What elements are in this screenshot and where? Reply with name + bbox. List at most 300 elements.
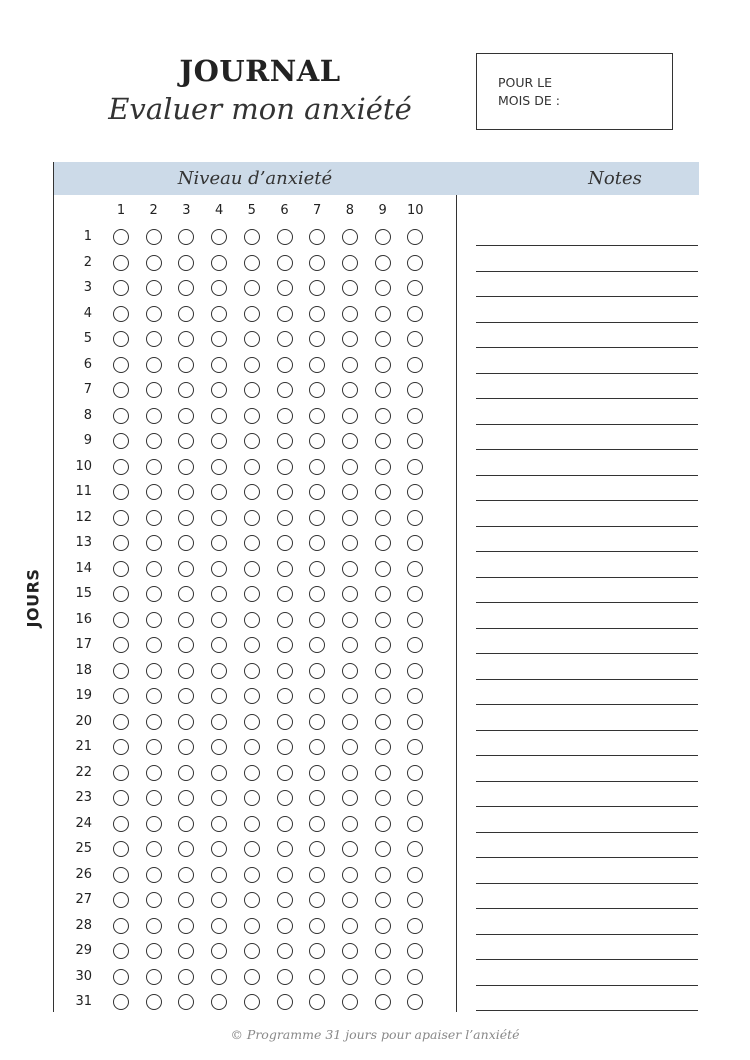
rating-circle[interactable] [309,382,325,398]
rating-circle[interactable] [178,408,194,424]
rating-circle[interactable] [113,357,129,373]
rating-circle[interactable] [146,994,162,1010]
note-line[interactable] [476,449,698,450]
rating-circle[interactable] [113,382,129,398]
rating-circle[interactable] [277,663,293,679]
rating-circle[interactable] [113,306,129,322]
rating-circle[interactable] [244,331,260,347]
rating-circle[interactable] [178,510,194,526]
rating-circle[interactable] [113,841,129,857]
rating-circle[interactable] [211,943,227,959]
month-box[interactable] [476,53,673,130]
rating-circle[interactable] [342,892,358,908]
rating-circle[interactable] [342,408,358,424]
rating-circle[interactable] [146,714,162,730]
rating-circle[interactable] [342,663,358,679]
rating-circle[interactable] [407,382,423,398]
note-line[interactable] [476,577,698,578]
rating-circle[interactable] [342,331,358,347]
rating-circle[interactable] [146,382,162,398]
rating-circle[interactable] [277,331,293,347]
rating-circle[interactable] [211,510,227,526]
rating-circle[interactable] [407,484,423,500]
rating-circle[interactable] [146,433,162,449]
rating-circle[interactable] [277,280,293,296]
rating-circle[interactable] [146,331,162,347]
rating-circle[interactable] [244,535,260,551]
rating-circle[interactable] [309,561,325,577]
note-line[interactable] [476,526,698,527]
rating-circle[interactable] [244,408,260,424]
rating-circle[interactable] [211,229,227,245]
rating-circle[interactable] [244,867,260,883]
note-line[interactable] [476,628,698,629]
rating-circle[interactable] [407,918,423,934]
rating-circle[interactable] [342,535,358,551]
rating-circle[interactable] [113,867,129,883]
rating-circle[interactable] [178,790,194,806]
rating-circle[interactable] [309,841,325,857]
note-line[interactable] [476,245,698,246]
note-line[interactable] [476,934,698,935]
rating-circle[interactable] [113,561,129,577]
rating-circle[interactable] [407,816,423,832]
note-line[interactable] [476,985,698,986]
rating-circle[interactable] [375,561,391,577]
rating-circle[interactable] [211,484,227,500]
rating-circle[interactable] [244,229,260,245]
rating-circle[interactable] [309,867,325,883]
rating-circle[interactable] [244,433,260,449]
rating-circle[interactable] [146,688,162,704]
rating-circle[interactable] [277,790,293,806]
rating-circle[interactable] [211,688,227,704]
rating-circle[interactable] [244,739,260,755]
rating-circle[interactable] [113,255,129,271]
rating-circle[interactable] [178,969,194,985]
rating-circle[interactable] [211,612,227,628]
rating-circle[interactable] [178,255,194,271]
rating-circle[interactable] [178,637,194,653]
rating-circle[interactable] [211,433,227,449]
rating-circle[interactable] [309,280,325,296]
rating-circle[interactable] [342,918,358,934]
rating-circle[interactable] [342,841,358,857]
rating-circle[interactable] [146,535,162,551]
rating-circle[interactable] [342,561,358,577]
rating-circle[interactable] [309,408,325,424]
rating-circle[interactable] [277,994,293,1010]
note-line[interactable] [476,679,698,680]
rating-circle[interactable] [113,637,129,653]
rating-circle[interactable] [407,841,423,857]
rating-circle[interactable] [211,714,227,730]
rating-circle[interactable] [244,306,260,322]
rating-circle[interactable] [178,561,194,577]
rating-circle[interactable] [211,255,227,271]
rating-circle[interactable] [244,790,260,806]
note-line[interactable] [476,806,698,807]
rating-circle[interactable] [375,408,391,424]
rating-circle[interactable] [244,561,260,577]
rating-circle[interactable] [178,382,194,398]
rating-circle[interactable] [113,408,129,424]
rating-circle[interactable] [342,586,358,602]
rating-circle[interactable] [146,459,162,475]
note-line[interactable] [476,653,698,654]
rating-circle[interactable] [375,510,391,526]
rating-circle[interactable] [309,255,325,271]
rating-circle[interactable] [277,867,293,883]
rating-circle[interactable] [277,306,293,322]
rating-circle[interactable] [146,816,162,832]
rating-circle[interactable] [309,586,325,602]
rating-circle[interactable] [146,765,162,781]
rating-circle[interactable] [407,255,423,271]
rating-circle[interactable] [407,637,423,653]
rating-circle[interactable] [309,739,325,755]
rating-circle[interactable] [211,306,227,322]
rating-circle[interactable] [146,612,162,628]
rating-circle[interactable] [375,357,391,373]
rating-circle[interactable] [342,714,358,730]
rating-circle[interactable] [146,918,162,934]
rating-circle[interactable] [375,382,391,398]
rating-circle[interactable] [244,484,260,500]
rating-circle[interactable] [244,765,260,781]
rating-circle[interactable] [375,459,391,475]
rating-circle[interactable] [375,943,391,959]
rating-circle[interactable] [375,586,391,602]
rating-circle[interactable] [146,586,162,602]
rating-circle[interactable] [211,739,227,755]
rating-circle[interactable] [244,943,260,959]
rating-circle[interactable] [407,663,423,679]
rating-circle[interactable] [146,790,162,806]
rating-circle[interactable] [342,382,358,398]
rating-circle[interactable] [178,714,194,730]
rating-circle[interactable] [211,382,227,398]
rating-circle[interactable] [178,739,194,755]
rating-circle[interactable] [244,382,260,398]
rating-circle[interactable] [342,739,358,755]
rating-circle[interactable] [375,892,391,908]
rating-circle[interactable] [407,739,423,755]
rating-circle[interactable] [342,510,358,526]
rating-circle[interactable] [244,357,260,373]
rating-circle[interactable] [178,918,194,934]
rating-circle[interactable] [113,739,129,755]
rating-circle[interactable] [375,714,391,730]
rating-circle[interactable] [146,561,162,577]
rating-circle[interactable] [277,357,293,373]
rating-circle[interactable] [309,510,325,526]
note-line[interactable] [476,704,698,705]
rating-circle[interactable] [244,280,260,296]
rating-circle[interactable] [277,408,293,424]
rating-circle[interactable] [113,433,129,449]
rating-circle[interactable] [244,714,260,730]
rating-circle[interactable] [244,816,260,832]
rating-circle[interactable] [407,867,423,883]
rating-circle[interactable] [113,612,129,628]
rating-circle[interactable] [211,561,227,577]
rating-circle[interactable] [113,331,129,347]
rating-circle[interactable] [407,535,423,551]
rating-circle[interactable] [342,867,358,883]
rating-circle[interactable] [407,994,423,1010]
rating-circle[interactable] [407,561,423,577]
rating-circle[interactable] [113,510,129,526]
rating-circle[interactable] [407,969,423,985]
rating-circle[interactable] [342,969,358,985]
rating-circle[interactable] [375,535,391,551]
note-line[interactable] [476,730,698,731]
rating-circle[interactable] [342,612,358,628]
rating-circle[interactable] [407,892,423,908]
rating-circle[interactable] [211,637,227,653]
rating-circle[interactable] [211,357,227,373]
rating-circle[interactable] [113,943,129,959]
rating-circle[interactable] [211,892,227,908]
note-line[interactable] [476,398,698,399]
rating-circle[interactable] [211,663,227,679]
rating-circle[interactable] [277,484,293,500]
rating-circle[interactable] [244,510,260,526]
rating-circle[interactable] [146,969,162,985]
rating-circle[interactable] [211,994,227,1010]
rating-circle[interactable] [113,918,129,934]
rating-circle[interactable] [178,663,194,679]
note-line[interactable] [476,296,698,297]
rating-circle[interactable] [407,510,423,526]
rating-circle[interactable] [375,331,391,347]
rating-circle[interactable] [244,255,260,271]
rating-circle[interactable] [277,229,293,245]
rating-circle[interactable] [342,433,358,449]
rating-circle[interactable] [309,535,325,551]
rating-circle[interactable] [407,586,423,602]
rating-circle[interactable] [407,459,423,475]
rating-circle[interactable] [146,663,162,679]
rating-circle[interactable] [309,943,325,959]
rating-circle[interactable] [277,561,293,577]
rating-circle[interactable] [309,306,325,322]
rating-circle[interactable] [407,433,423,449]
rating-circle[interactable] [113,790,129,806]
rating-circle[interactable] [146,943,162,959]
rating-circle[interactable] [211,459,227,475]
rating-circle[interactable] [113,229,129,245]
rating-circle[interactable] [375,663,391,679]
rating-circle[interactable] [309,892,325,908]
rating-circle[interactable] [211,331,227,347]
rating-circle[interactable] [309,790,325,806]
rating-circle[interactable] [309,765,325,781]
rating-circle[interactable] [146,306,162,322]
rating-circle[interactable] [342,994,358,1010]
rating-circle[interactable] [407,612,423,628]
rating-circle[interactable] [113,714,129,730]
rating-circle[interactable] [342,255,358,271]
rating-circle[interactable] [407,688,423,704]
note-line[interactable] [476,755,698,756]
rating-circle[interactable] [342,357,358,373]
rating-circle[interactable] [146,637,162,653]
rating-circle[interactable] [375,484,391,500]
rating-circle[interactable] [375,306,391,322]
rating-circle[interactable] [244,688,260,704]
rating-circle[interactable] [277,382,293,398]
rating-circle[interactable] [277,943,293,959]
rating-circle[interactable] [277,586,293,602]
rating-circle[interactable] [375,816,391,832]
rating-circle[interactable] [407,408,423,424]
rating-circle[interactable] [146,280,162,296]
rating-circle[interactable] [113,459,129,475]
rating-circle[interactable] [211,816,227,832]
rating-circle[interactable] [178,306,194,322]
rating-circle[interactable] [277,688,293,704]
note-line[interactable] [476,551,698,552]
rating-circle[interactable] [375,867,391,883]
rating-circle[interactable] [375,765,391,781]
rating-circle[interactable] [178,892,194,908]
rating-circle[interactable] [309,357,325,373]
rating-circle[interactable] [375,612,391,628]
note-line[interactable] [476,322,698,323]
rating-circle[interactable] [244,663,260,679]
rating-circle[interactable] [244,586,260,602]
rating-circle[interactable] [309,918,325,934]
rating-circle[interactable] [113,765,129,781]
rating-circle[interactable] [342,637,358,653]
rating-circle[interactable] [178,280,194,296]
rating-circle[interactable] [178,841,194,857]
rating-circle[interactable] [277,433,293,449]
note-line[interactable] [476,271,698,272]
rating-circle[interactable] [211,535,227,551]
note-line[interactable] [476,475,698,476]
rating-circle[interactable] [342,306,358,322]
rating-circle[interactable] [211,586,227,602]
rating-circle[interactable] [309,663,325,679]
rating-circle[interactable] [407,229,423,245]
rating-circle[interactable] [146,841,162,857]
rating-circle[interactable] [244,969,260,985]
rating-circle[interactable] [309,816,325,832]
rating-circle[interactable] [309,484,325,500]
rating-circle[interactable] [178,943,194,959]
rating-circle[interactable] [309,714,325,730]
rating-circle[interactable] [113,969,129,985]
rating-circle[interactable] [178,484,194,500]
rating-circle[interactable] [309,994,325,1010]
rating-circle[interactable] [375,229,391,245]
rating-circle[interactable] [309,331,325,347]
rating-circle[interactable] [407,765,423,781]
rating-circle[interactable] [146,255,162,271]
rating-circle[interactable] [309,459,325,475]
note-line[interactable] [476,373,698,374]
note-line[interactable] [476,347,698,348]
rating-circle[interactable] [277,459,293,475]
rating-circle[interactable] [178,331,194,347]
rating-circle[interactable] [342,688,358,704]
rating-circle[interactable] [277,535,293,551]
rating-circle[interactable] [375,994,391,1010]
note-line[interactable] [476,959,698,960]
note-line[interactable] [476,500,698,501]
rating-circle[interactable] [178,229,194,245]
rating-circle[interactable] [211,765,227,781]
rating-circle[interactable] [342,484,358,500]
rating-circle[interactable] [178,535,194,551]
rating-circle[interactable] [375,255,391,271]
rating-circle[interactable] [146,867,162,883]
rating-circle[interactable] [146,408,162,424]
note-line[interactable] [476,781,698,782]
rating-circle[interactable] [375,790,391,806]
rating-circle[interactable] [211,408,227,424]
rating-circle[interactable] [211,790,227,806]
rating-circle[interactable] [407,714,423,730]
rating-circle[interactable] [178,586,194,602]
rating-circle[interactable] [342,765,358,781]
rating-circle[interactable] [342,229,358,245]
rating-circle[interactable] [277,612,293,628]
rating-circle[interactable] [178,994,194,1010]
rating-circle[interactable] [309,433,325,449]
rating-circle[interactable] [375,433,391,449]
rating-circle[interactable] [407,790,423,806]
rating-circle[interactable] [342,943,358,959]
rating-circle[interactable] [277,892,293,908]
rating-circle[interactable] [277,918,293,934]
rating-circle[interactable] [375,841,391,857]
note-line[interactable] [476,1010,698,1011]
rating-circle[interactable] [113,663,129,679]
rating-circle[interactable] [277,714,293,730]
rating-circle[interactable] [146,484,162,500]
rating-circle[interactable] [113,892,129,908]
rating-circle[interactable] [375,969,391,985]
note-line[interactable] [476,883,698,884]
rating-circle[interactable] [277,765,293,781]
rating-circle[interactable] [375,918,391,934]
note-line[interactable] [476,908,698,909]
rating-circle[interactable] [342,790,358,806]
rating-circle[interactable] [113,688,129,704]
rating-circle[interactable] [113,535,129,551]
note-line[interactable] [476,602,698,603]
rating-circle[interactable] [244,612,260,628]
rating-circle[interactable] [375,688,391,704]
rating-circle[interactable] [244,918,260,934]
rating-circle[interactable] [277,969,293,985]
note-line[interactable] [476,424,698,425]
rating-circle[interactable] [244,459,260,475]
rating-circle[interactable] [407,280,423,296]
rating-circle[interactable] [277,816,293,832]
rating-circle[interactable] [113,280,129,296]
rating-circle[interactable] [113,816,129,832]
rating-circle[interactable] [178,433,194,449]
rating-circle[interactable] [277,637,293,653]
rating-circle[interactable] [211,841,227,857]
rating-circle[interactable] [178,765,194,781]
rating-circle[interactable] [113,994,129,1010]
